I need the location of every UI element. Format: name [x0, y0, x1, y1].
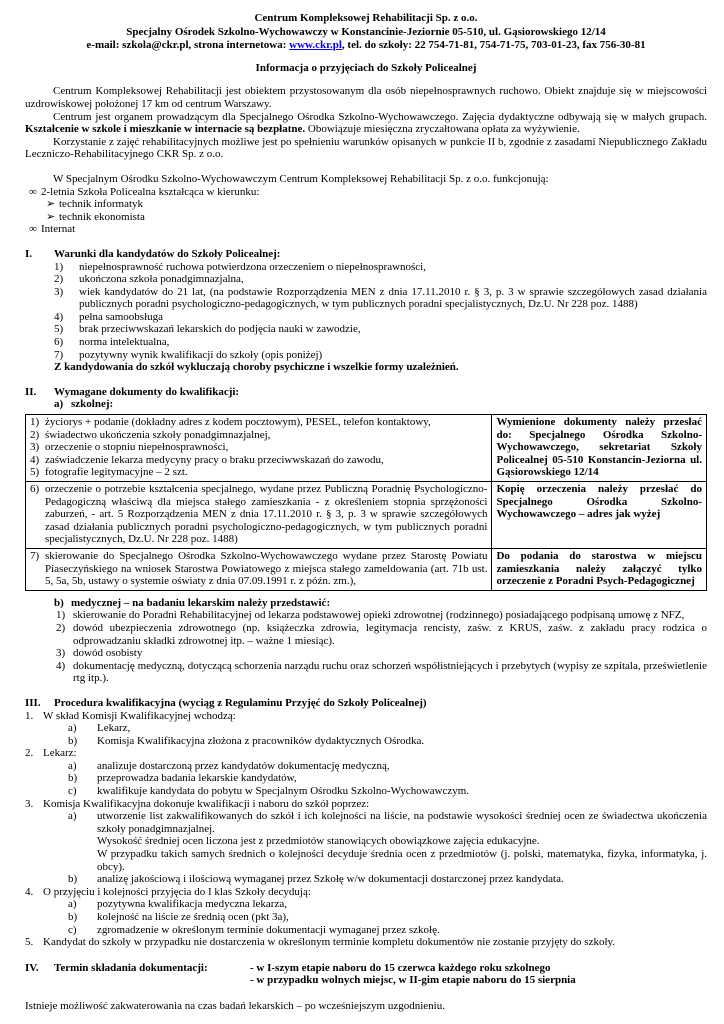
contact-suffix: , tel. do szkoły: 22 754-71-81, 754-71-75, 703-01-23, fax 756-30-81: [341, 39, 646, 52]
s3-item-4b-letter: b): [68, 911, 78, 923]
section-2a-title: szkolnej:: [71, 398, 114, 411]
org-address: Specjalny Ośrodek Szkolno-Wychowawczy w Konstancinie-Jeziornie 05-510, ul. Gąsiorowskiego 12/14: [126, 25, 606, 38]
section-2b-heading: [54, 597, 707, 610]
s3-item-2c-letter: c): [68, 785, 77, 798]
s3-item-1-number: 1.: [25, 709, 34, 722]
table-row: [26, 548, 707, 590]
table-cell-copy-address: Kopię orzeczenia należy przesłać do Specjalnego Ośrodka Szkolno-Wychowawczego – adres jak wyżej: [492, 482, 707, 549]
accommodation-note: Istnieje możliwość zakwaterowania na czas badań lekarskich – po wcześniejszym uzgodnieniu.: [25, 999, 445, 1012]
s1-item-5: [54, 323, 707, 336]
s2b-item-2-text: dowód ubezpieczenia zdrowotnego (np. książeczka zdrowia, legitymacja rencisty, zaśw. z KRUS, zaśw. z zakładu pracy rodzica o odprowadzaniu składki zdrowotnej itp. – ważne 1 miesiąc).: [73, 621, 707, 647]
s3-item-2c-text: kwalifikuje kandydata do pobytu w Specjalnym Ośrodku Szkolno-Wychowawczym.: [97, 785, 470, 798]
section-2b-letter: b): [54, 596, 64, 609]
table-doc-3: [30, 441, 487, 454]
arrow-bullet-icon: ➢: [46, 198, 56, 211]
s1-item-4: [54, 311, 707, 324]
s3-item-5: [25, 936, 707, 949]
offer-item-internat-label: Internat: [41, 223, 76, 236]
section-4-number: IV.: [25, 961, 39, 974]
table-doc-6: [30, 483, 487, 546]
documents-table: [25, 414, 707, 591]
intro-p2-pre: Centrum jest organem prowadzącym dla Specjalnego Ośrodka Szkolno-Wychowawczego. Zajęcia dydaktyczne odbywają się w małych grupach.: [53, 110, 707, 123]
s3-item-1a-letter: a): [68, 722, 77, 735]
table-doc-2-number: 2): [30, 428, 40, 441]
s3-item-1a: [68, 722, 707, 735]
s3-item-4: [25, 886, 707, 899]
s2b-item-3: [56, 647, 707, 660]
s3-item-3a-block: [97, 810, 707, 873]
s1-item-3-number: 3): [54, 285, 64, 298]
s3-item-1: [25, 710, 707, 723]
s3-item-4b-text: kolejność na liście ze średnią ocen (pkt 3a),: [97, 911, 289, 923]
table-doc-4-text: zaświadczenie lekarza medycyny pracy o braku przeciwwskazań do zawodu,: [45, 453, 384, 466]
s3-item-2a-letter: a): [68, 759, 77, 772]
s2b-item-1: [56, 609, 707, 622]
s2b-item-3-text: dowód osobisty: [73, 647, 143, 660]
s1-item-5-text: brak przeciwwskazań lekarskich do podjęcia nauki w zawodzie,: [79, 323, 361, 336]
section-2-title: Wymagane dokumenty do kwalifikacji:: [54, 385, 240, 398]
s3-item-4a-text: pozytywna kwalifikacja medyczna lekarza,: [97, 898, 287, 911]
s1-item-7: [54, 349, 707, 362]
table-doc-3-text: orzeczenie o stopniu niepełnosprawności,: [45, 441, 229, 454]
s3-item-1b-letter: b): [68, 734, 78, 747]
s3-item-4c-text: zgromadzenie w określonym terminie dokumentacji wymaganej przez szkołę.: [97, 923, 440, 936]
s2b-item-2: [56, 622, 707, 647]
s3-item-5-number: 5.: [25, 936, 34, 949]
s3-item-4b: [68, 911, 707, 924]
section-4-title: Termin składania dokumentacji:: [54, 961, 208, 974]
section-4-deadlines: [250, 962, 707, 987]
org-contact-line: [25, 39, 707, 53]
table-doc-6-text: orzeczenie o potrzebie kształcenia specjalnego, wydane przez Publiczną Poradnię Psychologiczno-Pedagogiczną właściwą dla miejsca stałego zamieszkania - z określeniem stopnia sprzężoności zaburzeń, - art. 5 Rozporządzenia MEN z dnia 17.11.2010 r. § 3, p. 3 w sprawie szczegółowych zasad działania publicznych poradni psychologiczno-pedagogicznych, w tym publicznych poradni specjalistycznych, Dz.U. Nr 228 poz. 1488): [45, 483, 488, 546]
intro-paragraph-1: Centrum Kompleksowej Rehabilitacji jest obiektem przystosowanym dla osób niepełnosprawnych ruchowo. Obiekt znajduje się w miejscowości uzdrowiskowej położonej 17 km od centrum Warszawy.: [25, 85, 707, 110]
s3-item-1a-text: Lekarz,: [97, 722, 131, 735]
section-2a-heading: [54, 398, 707, 411]
offer-subitem-ekonomista: [46, 211, 707, 224]
s3-item-2-number: 2.: [25, 747, 34, 760]
section-3-number: III.: [25, 696, 41, 709]
s3-item-2-text: Lekarz:: [43, 747, 77, 760]
offer-item-school-label: 2-letnia Szkoła Policealna kształcąca w kierunku:: [41, 185, 260, 198]
section-2a-letter: a): [54, 398, 64, 411]
offer-item-internat: [29, 223, 707, 236]
document-title: Informacja o przyjęciach do Szkoły Policealnej: [255, 61, 477, 74]
intro-paragraph-4: W Specjalnym Ośrodku Szkolno-Wychowawczym Centrum Kompleksowej Rehabilitacji Sp. z o.o. funkcjonują:: [53, 172, 549, 185]
section-3-heading: [25, 697, 707, 710]
s3-item-2a: [68, 760, 707, 773]
table-row: [26, 415, 707, 482]
s3-item-4a-letter: a): [68, 898, 77, 911]
s3-item-2b-text: przeprowadza badania lekarskie kandydatów,: [97, 772, 297, 785]
s3-item-2: [25, 747, 707, 760]
s1-item-2: [54, 273, 707, 286]
s3-item-3a: [68, 810, 707, 873]
s3-item-3a-note-1: Wysokość średniej ocen liczona jest z przedmiotów stanowiących obowiązkowe zajęcia edukacyjne.: [97, 835, 540, 848]
s3-item-4-number: 4.: [25, 885, 34, 898]
table-doc-7: [30, 550, 487, 588]
s1-item-1: [54, 261, 707, 274]
table-doc-5-number: 5): [30, 466, 40, 479]
table-doc-4: [30, 454, 487, 467]
intro-paragraph-2: [25, 111, 707, 136]
s2b-item-2-number: 2): [56, 621, 66, 634]
table-doc-1-number: 1): [30, 416, 40, 429]
section-2-number: II.: [25, 385, 37, 398]
offer-subitem-informatyk: [46, 198, 707, 211]
intro-p2-post: Obowiązuje miesięczna zryczałtowana opłata za wyżywienie.: [305, 123, 580, 136]
offer-item-school: [29, 186, 707, 199]
contact-prefix: e-mail: szkola@ckr.pl, strona internetowa:: [86, 39, 290, 52]
s1-item-4-number: 4): [54, 310, 64, 323]
table-doc-2-text: świadectwo ukończenia szkoły ponadgimnazjalnej,: [45, 428, 271, 441]
table-doc-2: [30, 429, 487, 442]
s3-item-4c-letter: c): [68, 923, 77, 936]
offer-subitem-ekonomista-label: technik ekonomista: [59, 210, 145, 223]
arrow-bullet-icon: ➢: [46, 210, 56, 223]
table-cell-send-address: Wymienione dokumenty należy przesłać do: Specjalnego Ośrodka Szkolno-Wychowawczego, sekretariat Szkoły Policealnej 05-510 Konstancin-Jeziorna ul. Gąsiorowskiego 12/14: [492, 415, 707, 482]
table-doc-7-number: 7): [30, 549, 40, 562]
offer-subitem-informatyk-label: technik informatyk: [59, 198, 144, 211]
table-cell-starostwo-note: Do podania do starostwa w miejscu zamieszkania należy załączyć tylko orzeczenie z Poradni Psych-Pedagogicznej: [492, 548, 707, 590]
s3-item-4a: [68, 898, 707, 911]
infinity-bullet-icon: ∞: [29, 185, 37, 198]
table-cell-referral: [26, 548, 492, 590]
section-2b-title: medycznej – na badaniu lekarskim należy przedstawić:: [71, 596, 331, 609]
table-doc-7-text: skierowanie do Specjalnego Ośrodka Szkolno-Wychowawczego wydane przez Starostę Powiatu Piaseczyńskiego na wniosek Starostwa Powiatowego z miejsca stałego zameldowania (art. 71b ust. 5, 5a, 5b, ustawy o systemie oświaty z dnia 07.09.1991 r. z późn. zm.),: [45, 549, 488, 588]
s3-item-3a-letter: a): [68, 810, 77, 823]
exclusion-warning: Z kandydowania do szkół wykluczają choroby psychiczne i wszelkie formy uzależnień.: [54, 361, 459, 374]
s3-item-3: [25, 798, 707, 811]
s1-item-2-number: 2): [54, 273, 64, 286]
s3-item-3-number: 3.: [25, 797, 34, 810]
infinity-bullet-icon: ∞: [29, 223, 37, 236]
s3-item-2c: [68, 785, 707, 798]
table-doc-1-text: życiorys + podanie (dokładny adres z kodem pocztowym), PESEL, telefon kontaktowy,: [45, 416, 431, 429]
s2b-item-1-number: 1): [56, 609, 66, 622]
s3-item-2b: [68, 772, 707, 785]
table-doc-5-text: fotografie legitymacyjne – 2 szt.: [45, 466, 188, 479]
s3-item-3b: [68, 873, 707, 886]
s3-item-3-text: Komisja Kwalifikacyjna dokonuje kwalifikacji i naboru do szkół poprzez:: [43, 797, 370, 810]
table-doc-6-number: 6): [30, 483, 40, 495]
section-3-title: Procedura kwalifikacyjna (wyciąg z Regulaminu Przyjęć do Szkoły Policealnej): [54, 696, 427, 709]
s1-item-3: [54, 286, 707, 311]
section-1-title: Warunki dla kandydatów do Szkoły Policealnej:: [54, 247, 281, 260]
s3-item-1b: [68, 735, 707, 748]
s3-item-4-text: O przyjęciu i kolejności przyjęcia do I klas Szkoły decydują:: [43, 885, 311, 898]
s1-item-6: [54, 336, 707, 349]
s1-item-4-text: pełna samoobsługa: [79, 310, 164, 323]
table-doc-3-number: 3): [30, 441, 40, 454]
section-1-heading: [25, 248, 707, 261]
s3-item-2a-text: analizuje dostarczoną przez kandydatów dokumentację medyczną,: [97, 759, 390, 772]
s1-item-2-text: ukończona szkoła ponadgimnazjalna,: [79, 273, 244, 286]
deadline-stage-1: - w I-szym etapie naboru do 15 czerwca każdego roku szkolnego: [250, 961, 551, 974]
s3-item-4c: [68, 924, 707, 937]
s2b-item-4-text: dokumentację medyczną, dotyczącą schorzenia narządu ruchu oraz schorzeń współistniejących i przebytych (wypisy ze szpitala, prześwietlenie rtg itp.).: [73, 659, 707, 685]
s1-item-1-number: 1): [54, 260, 64, 273]
s3-item-5-text: Kandydat do szkoły w przypadku nie dostarczenia w określonym terminie kompletu dokumentów nie zostanie przyjęty do szkoły.: [43, 936, 616, 949]
s1-item-3-text: wiek kandydatów do 21 lat, (na podstawie Rozporządzenia MEN z dnia 17.11.2010 r. § 3, p. 3 w sprawie szczegółowych zasad działania publicznych poradni psychologiczno-pedagogicznych, w tym publicznych poradni specjalistycznych, Dz.U. Nr 228 poz. 1488): [79, 285, 707, 311]
table-doc-5: [30, 466, 487, 479]
section-2-heading: [25, 386, 707, 399]
s1-item-7-number: 7): [54, 348, 64, 361]
s2b-item-3-number: 3): [56, 647, 66, 660]
s1-item-6-text: norma intelektualna,: [79, 336, 170, 349]
s3-item-2b-letter: b): [68, 772, 78, 785]
table-cell-special-education: [26, 482, 492, 549]
table-doc-4-number: 4): [30, 453, 40, 466]
org-name: Centrum Kompleksowej Rehabilitacji Sp. z o.o.: [254, 12, 478, 24]
s3-item-1-text: W skład Komisji Kwalifikacyjnej wchodzą:: [43, 709, 236, 722]
s3-item-3a-note-2: W przypadku takich samych średnich o kolejności decyduje średnia ocen z przedmiotów (j. polski, matematyka, fizyka, informatyka, j. obcy).: [97, 848, 707, 873]
intro-paragraph-3: Korzystanie z zajęć rehabilitacyjnych możliwe jest po spełnieniu warunków opisanych w punkcie II b, zgodnie z zasadami Niepublicznego Zakładu Leczniczo-Rehabilitacyjnego CKR Sp. z o.o.: [25, 135, 707, 161]
s2b-item-1-text: skierowanie do Poradni Rehabilitacyjnej od lekarza podstawowej opieki zdrowotnej (rodzinnego) posiadającego podpisaną umowę z NFZ,: [73, 609, 685, 622]
section-4-heading: [25, 962, 707, 987]
deadline-stage-2: - w przypadku wolnych miejsc, w II-gim etapie naboru do 15 sierpnia: [250, 974, 576, 987]
s1-item-7-text: pozytywny wynik kwalifikacji do szkoły (opis poniżej): [79, 348, 323, 361]
s1-item-5-number: 5): [54, 323, 64, 336]
table-cell-school-docs: [26, 415, 492, 482]
s3-item-1b-text: Komisja Kwalifikacyjna złożona z pracowników dydaktycznych Ośrodka.: [97, 734, 425, 747]
s2b-item-4: [56, 660, 707, 685]
website-link[interactable]: www.ckr.pl: [289, 39, 342, 52]
s3-item-3b-letter: b): [68, 873, 78, 886]
table-doc-1: [30, 416, 487, 429]
s1-item-6-number: 6): [54, 336, 64, 349]
intro-p2-bold: Kształcenie w szkole i mieszkanie w internacie są bezpłatne.: [25, 123, 306, 136]
section-1-number: I.: [25, 247, 33, 260]
s3-item-3b-text: analizę jakościową i ilościową wymaganej przez Szkołę w/w dokumentacji dostarczonej przez kandydata.: [97, 873, 564, 886]
table-row: [26, 482, 707, 549]
s2b-item-4-number: 4): [56, 659, 66, 672]
s1-item-1-text: niepełnosprawność ruchowa potwierdzona orzeczeniem o niepełnosprawności,: [79, 260, 426, 273]
s3-item-3a-text: utworzenie list zakwalifikowanych do szkół i ich kolejności na liście, na podstawie wysokości średniej ocen ze świadectwa ukończenia szkoły ponadgimnazjalnej.: [97, 810, 707, 835]
